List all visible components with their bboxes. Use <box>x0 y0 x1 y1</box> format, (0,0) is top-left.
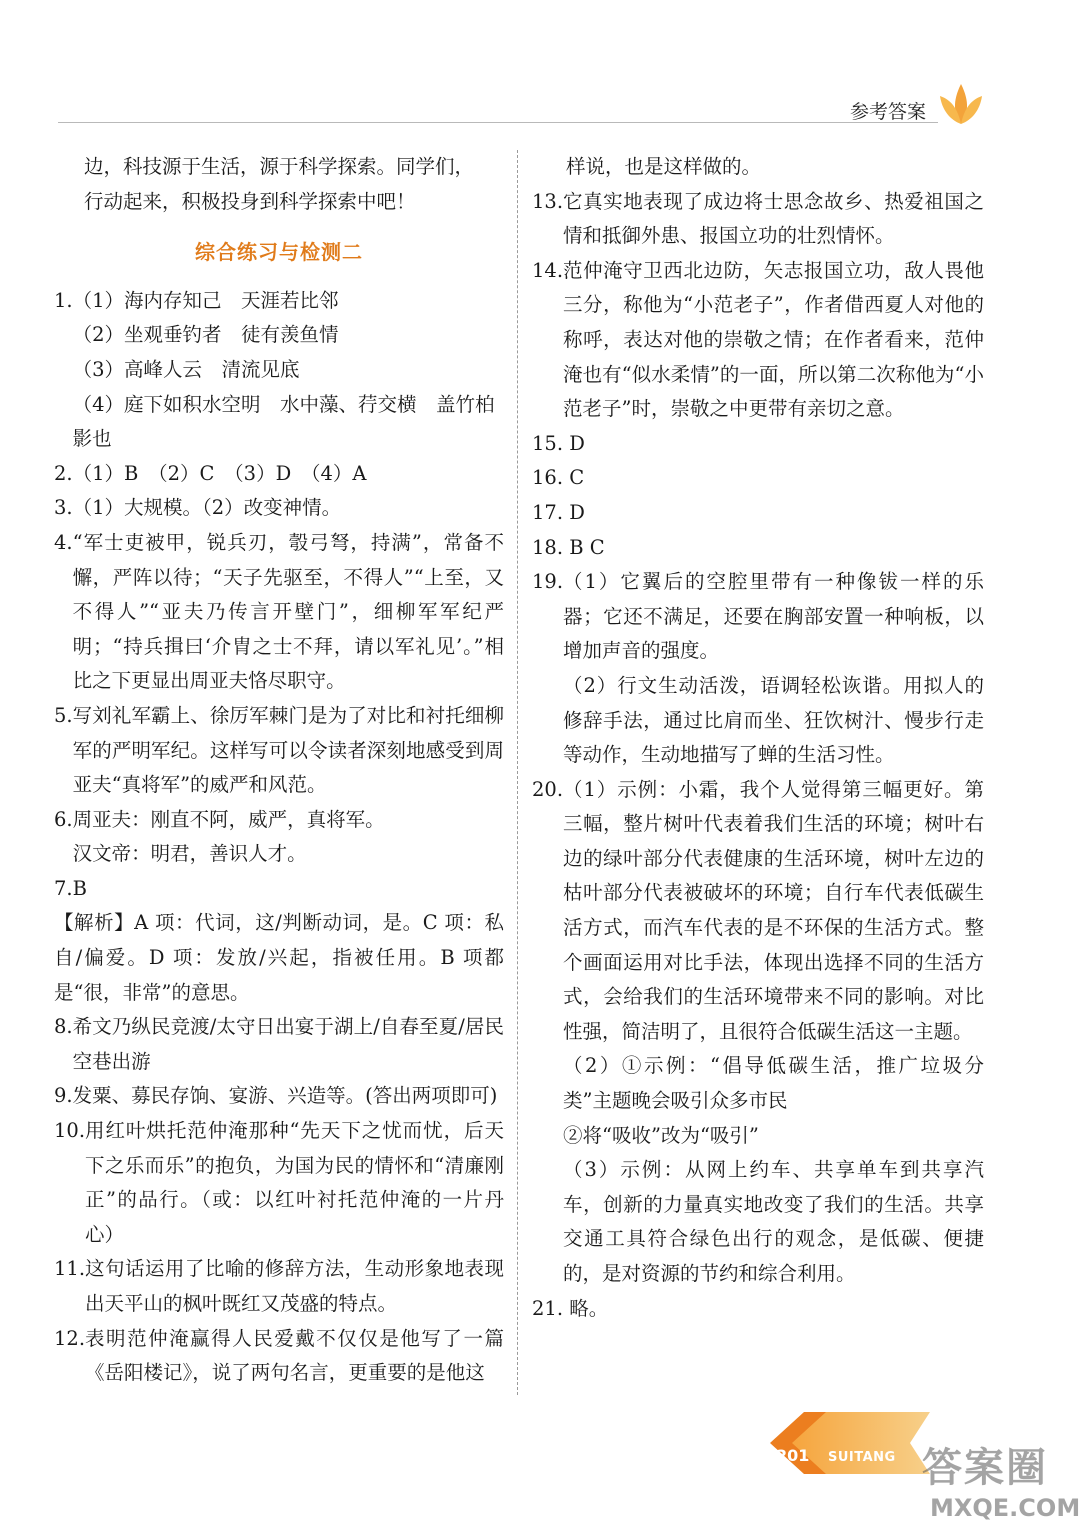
answer-line: ②将“吸收”改为“吸引” <box>563 1123 759 1147</box>
question-number: 3. <box>54 496 73 520</box>
right-column <box>532 150 984 1326</box>
answer-text: B <box>72 876 87 900</box>
answer-20 <box>532 773 984 1292</box>
answer-21: 21. 略。 <box>532 1296 609 1320</box>
answer-15: 15. D <box>532 431 585 455</box>
continued-text: 样说，也是这样做的。 <box>566 155 762 178</box>
answer-text: 写刘礼军霸上、徐厉军棘门是为了对比和衬托细柳军的严明军纪。这样写可以令读者深刻地感受到周亚夫“真将军”的威严和风范。 <box>72 703 504 797</box>
answer-text: 这句话运用了比喻的修辞方法，生动形象地表现出天平山的枫叶既红又茂盛的特点。 <box>85 1257 504 1315</box>
answer-line: （4）庭下如积水空明 水中藻、荇交横 盖竹柏 <box>72 392 495 416</box>
question-number: 9. <box>54 1084 73 1108</box>
answer-12 <box>54 1322 504 1391</box>
intro-line: 边，科技源于生活，源于科学探索。同学们， <box>84 155 475 178</box>
question-number: 5. <box>54 703 73 727</box>
answer-9 <box>54 1079 504 1114</box>
header-title: 参考答案 <box>850 101 927 123</box>
question-number: 20. <box>532 777 564 801</box>
answer-line: （2）坐观垂钓者 徒有羡鱼情 <box>72 323 339 347</box>
answer-text: 希文乃纵民竞渡/太守日出宴于湖上/自春至夏/居民空巷出游 <box>72 1015 504 1073</box>
section-title: 综合练习与检测二 <box>195 240 363 265</box>
answer-line: （3）高峰人云 清流见底 <box>72 357 300 381</box>
question-number: 11. <box>54 1257 86 1281</box>
answer-text: （1）大规模。（2）改变神情。 <box>72 496 342 520</box>
answer-14 <box>532 254 984 427</box>
header-divider <box>58 122 938 123</box>
question-number: 14. <box>532 258 564 282</box>
answer-4 <box>54 526 504 699</box>
watermark-url: MXQE.COM <box>930 1494 1081 1522</box>
answer-10 <box>54 1114 504 1252</box>
answer-text: “军士吏被甲，锐兵刃，彀弓弩，持满”，常备不懈，严阵以待；“天子先驱至，不得人”“上至，又不得人”“亚夫乃传言开壁门”，细柳军军纪严明；“持兵揖曰‘介胄之士不拜，请以军礼见’。”相比之下更显出周亚夫恪尽职守。 <box>72 530 504 693</box>
answer-11 <box>54 1252 504 1321</box>
leaf-logo-icon <box>938 78 984 128</box>
intro-line: 行动起来，积极投身到科学探索中吧！ <box>84 189 416 213</box>
column-divider <box>517 150 518 1395</box>
question-number: 10. <box>54 1119 86 1143</box>
question-number: 19. <box>532 570 564 594</box>
answer-6 <box>54 803 504 872</box>
answer-line: （1）它翼后的空腔里带有一种像钹一样的乐器；它还不满足，还要在胸部安置一种响板，以增加声音的强度。 <box>563 570 984 663</box>
answer-line: （3）示例：从网上约车、共享单车到共享汽车，创新的力量真实地改变了我们的生活。共享交通工具符合绿色出行的观念，是低碳、便捷的，是对资源的节约和综合利用。 <box>563 1158 984 1285</box>
brand-label: SUITANG <box>828 1450 896 1465</box>
question-number: 12. <box>54 1326 86 1350</box>
answer-2 <box>54 457 504 492</box>
left-column <box>54 150 504 1391</box>
answer-text: （1）B （2）C （3）D （4）A <box>72 461 367 485</box>
question-number: 6. <box>54 807 73 831</box>
page-number: 201 <box>776 1446 810 1465</box>
answer-line: 周亚夫：刚直不阿，威严，真将军。 <box>72 807 385 831</box>
answer-5 <box>54 699 504 803</box>
answer-line: 汉文帝：明君，善识人才。 <box>72 842 307 866</box>
answer-line: 影也 <box>72 427 112 451</box>
answer-19 <box>532 565 984 773</box>
answer-8 <box>54 1010 504 1079</box>
answer-text: 用红叶烘托范仲淹那种“先天下之忧而忧，后天下之乐而乐”的抱负，为国为民的情怀和“清廉刚正”的品行。（或：以红叶衬托范仲淹的一片丹心） <box>85 1119 504 1246</box>
answer-13 <box>532 185 984 254</box>
answer-text: 发粟、募民存饷、宴游、兴造等。(答出两项即可) <box>72 1084 498 1108</box>
answer-18: 18. B C <box>532 535 605 559</box>
answer-text: 范仲淹守卫西北边防，矢志报国立功，敌人畏他三分，称他为“小范老子”，作者借西夏人对他的称呼，表达对他的崇敬之情；在作者看来，范仲淹也有“似水柔情”的一面，所以第二次称他为“小范老子”时，崇敬之中更带有亲切之意。 <box>563 258 984 421</box>
question-number: 4. <box>54 530 73 554</box>
answer-text: 表明范仲淹赢得人民爱戴不仅仅是他写了一篇《岳阳楼记》，说了两句名言，更重要的是他这 <box>85 1326 504 1385</box>
answer-16: 16. C <box>532 466 585 490</box>
analysis-text: 【解析】A 项：代词，这/判断动词，是。C 项：私自/偏爱。D 项：发放/兴起，指被任用。B 项都是“很，非常”的意思。 <box>54 911 504 1004</box>
question-number: 8. <box>54 1015 73 1039</box>
answer-1 <box>54 284 504 457</box>
answer-line: （1）示例：小霜，我个人觉得第三幅更好。第三幅，整片树叶代表着我们生活的环境；树叶右边的绿叶部分代表健康的生活环境，树叶左边的枯叶部分代表被破坏的环境；自行车代表低碳生活方式，而汽车代表的是不环保的生活方式。整个画面运用对比手法，体现出选择不同的生活方式，会给我们的生活环境带来不同的影响。对比性强，简洁明了，且很符合低碳生活这一主题。 <box>563 777 984 1043</box>
answer-text: 它真实地表现了成边将士思念故乡、热爱祖国之情和抵御外患、报国立功的壮烈情怀。 <box>563 189 984 248</box>
answer-7 <box>54 872 504 907</box>
answer-line: （1）海内存知己 天涯若比邻 <box>72 288 339 312</box>
question-number: 2. <box>54 461 73 485</box>
answer-3 <box>54 491 504 526</box>
page-banner-arrow-icon <box>770 1408 930 1478</box>
question-number: 1. <box>54 288 73 312</box>
answer-line: （2）①示例：“倡导低碳生活，推广垃圾分类”主题晚会吸引众多市民 <box>563 1054 984 1113</box>
answer-17: 17. D <box>532 500 585 524</box>
watermark-text: 答案圈 <box>922 1445 1048 1491</box>
answer-line: （2）行文生动活泼，语调轻松诙谐。用拟人的修辞手法，通过比肩而坐、狂饮树汁、慢步行走等动作，生动地描写了蝉的生活习性。 <box>563 673 984 767</box>
question-number: 7. <box>54 876 73 900</box>
question-number: 13. <box>532 189 564 213</box>
